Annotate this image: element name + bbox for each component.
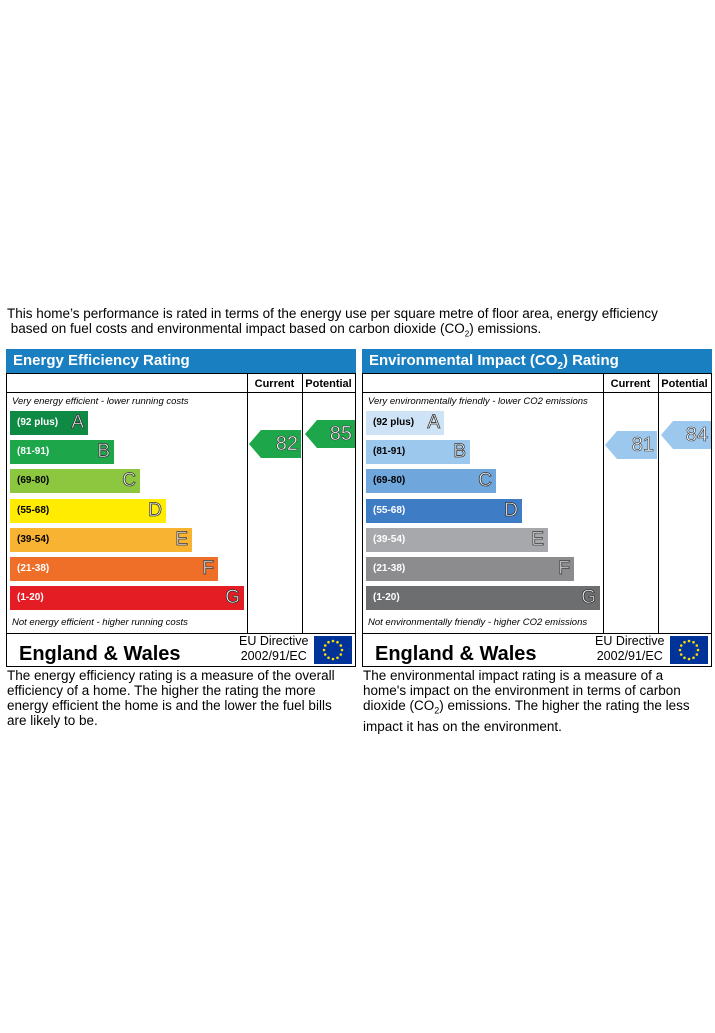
environment-band-g bbox=[366, 586, 600, 610]
energy-band-c bbox=[10, 469, 140, 493]
intro-co2-subscript: 2 bbox=[464, 329, 470, 339]
energy-potential-rating bbox=[305, 420, 355, 448]
environment-panel-title bbox=[362, 349, 712, 373]
environment-region-label: England & Wales bbox=[375, 643, 537, 665]
intro-text bbox=[7, 306, 707, 342]
environment-potential-value: 84 bbox=[685, 424, 708, 446]
energy-band-range: (92 plus) bbox=[17, 417, 59, 428]
energy-description: The energy efficiency rating is a measure of the overall efficiency of a home. The higher the rating the more energy efficient the home is and the lower the fuel bills are likely to be. bbox=[7, 668, 335, 728]
environment-band-range: (39-54) bbox=[373, 533, 406, 545]
environment-band-f bbox=[366, 557, 574, 581]
environment-band-letter: B bbox=[453, 441, 466, 463]
energy-band-a bbox=[10, 411, 88, 435]
environment-description-post: ) emissions. The higher the rating the less impact it has on the environment. bbox=[363, 698, 690, 734]
environment-title-post: ) Rating bbox=[562, 352, 619, 369]
eu-stars-icon bbox=[314, 636, 352, 664]
environment-band-c bbox=[366, 469, 496, 493]
energy-band-letter: F bbox=[202, 558, 214, 579]
energy-band-f bbox=[10, 557, 218, 581]
environment-description-pre: The environmental impact rating is a measure of a home's impact on the environment in terms of carbon dioxide (CO bbox=[363, 668, 681, 713]
energy-current-value: 82 bbox=[275, 433, 298, 455]
energy-band-letter: B bbox=[97, 441, 110, 463]
environment-current-value: 81 bbox=[631, 434, 654, 456]
eu-flag-icon bbox=[670, 636, 708, 664]
environment-description bbox=[363, 668, 703, 734]
energy-band-d bbox=[10, 499, 166, 523]
environment-top-note: Very environmentally friendly - lower CO2 emissions bbox=[368, 396, 588, 407]
intro-line-2-post: ) emissions. bbox=[469, 321, 542, 336]
energy-current-rating bbox=[249, 430, 301, 458]
environment-band-letter: C bbox=[478, 470, 492, 492]
environment-band-range: (92 plus) bbox=[373, 417, 415, 428]
environment-eu-directive bbox=[595, 634, 664, 664]
energy-efficiency-panel bbox=[6, 349, 356, 667]
environmental-impact-panel bbox=[362, 349, 712, 667]
energy-band-b bbox=[10, 440, 114, 464]
energy-panel-title: Energy Efficiency Rating bbox=[6, 349, 356, 373]
energy-eu-directive bbox=[239, 634, 308, 664]
energy-top-note: Very energy efficient - lower running costs bbox=[12, 396, 189, 407]
energy-band-letter: G bbox=[225, 587, 240, 609]
energy-directive-line-2: 2002/91/EC bbox=[240, 649, 307, 663]
environment-potential-rating bbox=[661, 421, 711, 449]
environment-band-letter: D bbox=[504, 499, 518, 521]
energy-band-range: (55-68) bbox=[17, 504, 50, 516]
environment-description-subscript: 2 bbox=[434, 705, 440, 716]
environment-band-e bbox=[366, 528, 548, 552]
environment-band-range: (69-80) bbox=[373, 475, 406, 487]
environment-col-current: Current bbox=[610, 378, 651, 390]
energy-band-letter: D bbox=[148, 499, 162, 521]
intro-line-2-pre: based on fuel costs and environmental impact based on carbon dioxide (CO bbox=[7, 321, 465, 336]
environment-directive-line-2: 2002/91/EC bbox=[596, 649, 663, 663]
environment-bottom-note: Not environmentally friendly - higher CO2 emissions bbox=[368, 617, 588, 628]
energy-band-letter: E bbox=[175, 528, 188, 550]
energy-band-range: (69-80) bbox=[17, 475, 50, 487]
eu-flag-icon bbox=[314, 636, 352, 664]
environment-band-range: (55-68) bbox=[373, 504, 406, 516]
energy-band-letter: A bbox=[71, 412, 84, 433]
environment-current-rating bbox=[605, 431, 657, 459]
environment-band-a bbox=[366, 411, 444, 435]
energy-region-label: England & Wales bbox=[19, 643, 181, 665]
energy-band-letter: C bbox=[122, 470, 136, 492]
environment-directive-line-1: EU Directive bbox=[595, 634, 665, 648]
intro-line-1: This home’s performance is rated in terms of the energy use per square metre of floor area, energy efficiency bbox=[7, 306, 658, 321]
energy-band-range: (39-54) bbox=[17, 533, 50, 545]
eu-stars-icon bbox=[670, 636, 708, 664]
energy-directive-line-1: EU Directive bbox=[239, 634, 309, 648]
energy-band-g bbox=[10, 586, 244, 610]
energy-band-range: (1-20) bbox=[17, 592, 44, 604]
environment-title-subscript: 2 bbox=[557, 361, 563, 372]
environment-col-potential: Potential bbox=[661, 378, 708, 390]
environment-title-pre: Environmental Impact (CO bbox=[369, 352, 558, 369]
energy-col-potential: Potential bbox=[305, 378, 352, 390]
environment-band-letter: G bbox=[581, 587, 596, 609]
environment-band-letter: E bbox=[531, 528, 544, 550]
intro-line-2 bbox=[7, 321, 707, 342]
environment-band-letter: A bbox=[427, 412, 440, 433]
energy-potential-value: 85 bbox=[329, 423, 352, 445]
energy-rating-table bbox=[6, 373, 356, 667]
environment-rating-table bbox=[362, 373, 712, 667]
environment-band-range: (1-20) bbox=[373, 592, 400, 604]
environment-band-range: (81-91) bbox=[373, 446, 406, 458]
energy-bottom-note: Not energy efficient - higher running costs bbox=[12, 617, 188, 628]
energy-band-range: (81-91) bbox=[17, 446, 50, 458]
environment-band-d bbox=[366, 499, 522, 523]
environment-band-letter: F bbox=[558, 558, 570, 579]
environment-band-b bbox=[366, 440, 470, 464]
energy-col-current: Current bbox=[254, 378, 295, 390]
energy-band-e bbox=[10, 528, 192, 552]
environment-band-range: (21-38) bbox=[373, 563, 406, 574]
energy-band-range: (21-38) bbox=[17, 563, 50, 574]
